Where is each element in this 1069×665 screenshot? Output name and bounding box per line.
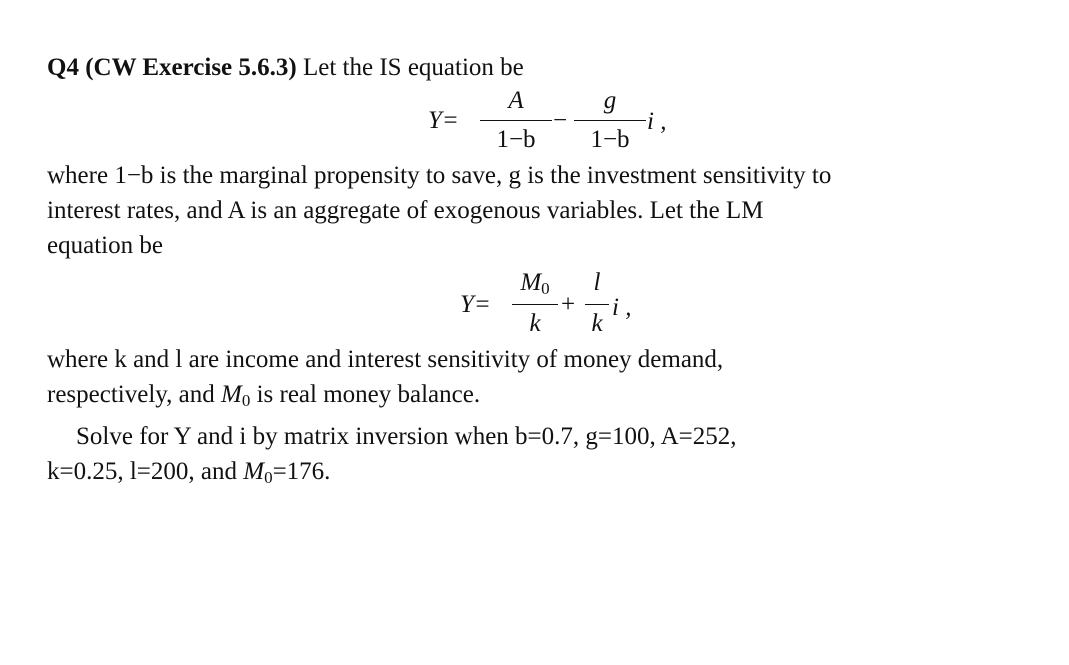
lm-plus: + <box>561 291 576 318</box>
para3-line2: k=0.25, l=200, and $M_0=176$. <box>47 458 331 487</box>
lm-numerator-m0: $M_0$ <box>520 269 550 298</box>
is-numerator-a: A <box>508 87 524 114</box>
para3-line1: Solve for Y and i by matrix inversion when b=0.7, g=100, A=252, <box>76 423 737 450</box>
is-lhs: Y= <box>428 107 459 134</box>
is-fraction-bar-2 <box>574 120 646 121</box>
lm-fraction-bar-1 <box>512 304 558 305</box>
is-numerator-g: g <box>603 87 617 114</box>
is-tail: i , <box>647 108 667 135</box>
lm-denominator-1: k <box>529 310 541 337</box>
is-denominator-1: 1−b <box>496 126 536 153</box>
lm-denominator-2: k <box>591 310 603 337</box>
para1-line2: interest rates, and A is an aggregate of exogenous variables. Let the LM <box>47 197 764 224</box>
question-label: Q4 (CW Exercise 5.6.3) <box>47 54 297 81</box>
lm-tail: i , <box>612 294 632 321</box>
para2-line1: where k and l are income and interest sensitivity of money demand, <box>47 346 724 373</box>
question-intro-line <box>47 53 524 83</box>
is-fraction-bar-1 <box>480 120 552 121</box>
lm-lhs: Y= <box>460 291 491 318</box>
lm-fraction-bar-2 <box>585 304 609 305</box>
para1-line3: equation be <box>47 232 163 259</box>
para2-line2: respectively, and $M_0$ is real money balance. <box>47 381 481 410</box>
question-intro: Let the IS equation be <box>302 54 524 81</box>
is-denominator-2: 1−b <box>590 126 630 153</box>
lm-numerator-l: l <box>593 269 601 296</box>
is-minus: − <box>553 107 568 134</box>
para1-line1: where 1−b is the marginal propensity to save, g is the investment sensitivity to <box>47 162 832 189</box>
